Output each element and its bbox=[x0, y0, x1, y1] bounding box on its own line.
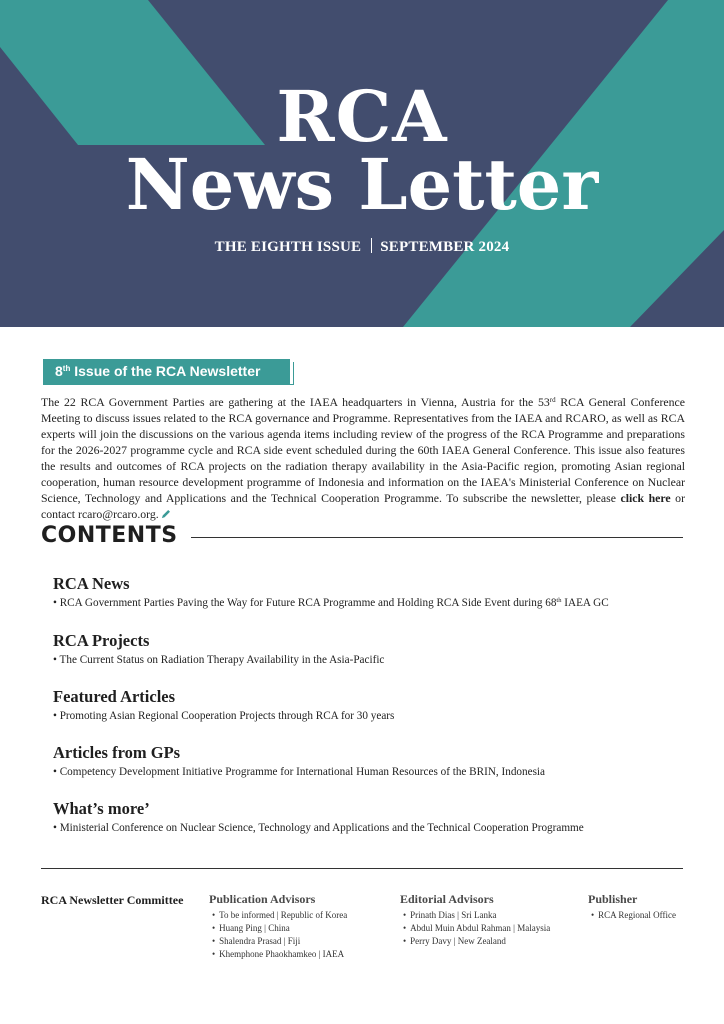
contents-section-featured-articles bbox=[53, 687, 693, 723]
article-link-rca-news[interactable] bbox=[53, 596, 693, 610]
contents-section-rca-news bbox=[53, 574, 693, 610]
intro-tag-number: 8 bbox=[55, 363, 63, 379]
issue-date: SEPTEMBER 2024 bbox=[380, 239, 510, 255]
article-link-featured[interactable]: • Promoting Asian Regional Cooperation Projects through RCA for 30 years bbox=[53, 710, 395, 722]
publication-advisors-list bbox=[209, 909, 347, 961]
title-line-rca: RCA bbox=[276, 75, 448, 158]
intro-tag-label: Issue of the RCA Newsletter bbox=[70, 363, 261, 379]
section-title: RCA News bbox=[53, 574, 130, 593]
publication-advisors bbox=[209, 892, 347, 961]
section-title: What’s more’ bbox=[53, 799, 150, 818]
publisher-heading: Publisher bbox=[588, 892, 638, 906]
intro-text-sup: rd bbox=[549, 396, 556, 404]
contents-heading: CONTENTS bbox=[41, 523, 178, 548]
section-title: Articles from GPs bbox=[53, 743, 181, 762]
intro-tag-underline bbox=[43, 384, 294, 385]
intro-text-part3: or contact rcaro@rcaro.org. bbox=[41, 491, 686, 521]
publisher-list bbox=[588, 909, 676, 922]
title-line-newsletter: News Letter bbox=[125, 143, 599, 226]
list-item: • Prinath Dias | Sri Lanka bbox=[400, 909, 550, 922]
contents-section-articles-from-gps bbox=[53, 743, 693, 779]
cover-banner bbox=[0, 0, 724, 327]
intro-text-part2: RCA General Conference Meeting to discuss issues related to the RCA governance and Programme. Representatives from the IAEA and RCARO, as well as RCA experts will join the discussions on the various agenda items including review of the progress of the RCA Programme and preparations for the 2026-2027 programme cycle and RCA side event scheduled during the 60th IAEA General Conference. This issue also features the results and outcomes of RCA projects on the radiation therapy availability in the Asia-Pacific region, promoting Asian regional cooperation, human resource development programme of Indonesia and information on the IAEA's Ministerial Conference on Nuclear Science, Technology and Applications and the Technical Cooperation Programme. To subscribe the newsletter, please bbox=[41, 395, 685, 505]
contents-section-rca-projects bbox=[53, 631, 693, 667]
editorial-advisors-heading: Editorial Advisors bbox=[400, 892, 494, 906]
pen-icon bbox=[161, 510, 170, 519]
article-text-end: IAEA GC bbox=[561, 597, 609, 609]
contents-heading-rule bbox=[191, 537, 683, 538]
intro-paragraph bbox=[41, 394, 685, 522]
list-item: • To be informed | Republic of Korea bbox=[209, 909, 347, 922]
editorial-advisors bbox=[400, 892, 550, 948]
publication-advisors-heading: Publication Advisors bbox=[209, 892, 316, 906]
list-item: • Perry Davy | New Zealand bbox=[400, 935, 550, 948]
subscribe-link[interactable]: click here bbox=[620, 491, 671, 505]
article-link-rca-projects[interactable]: • The Current Status on Radiation Therapy Availability in the Asia-Pacific bbox=[53, 654, 385, 666]
article-link-gps[interactable]: • Competency Development Initiative Programme for International Human Resources of the BRIN, Indonesia bbox=[53, 766, 545, 778]
article-text: • RCA Government Parties Paving the Way for Future RCA Programme and Holding RCA Side Event during 68 bbox=[53, 597, 557, 609]
intro-tag-edge bbox=[293, 362, 294, 385]
article-text-sup: th bbox=[556, 597, 562, 604]
newsletter-title bbox=[0, 75, 724, 226]
issue-separator bbox=[371, 238, 372, 253]
publisher bbox=[588, 892, 676, 922]
committee-title: RCA Newsletter Committee bbox=[41, 893, 184, 907]
list-item: • RCA Regional Office bbox=[588, 909, 676, 922]
intro-section-tag bbox=[43, 359, 290, 384]
contents-section-whats-more bbox=[53, 799, 693, 835]
list-item: • Huang Ping | China bbox=[209, 922, 347, 935]
editorial-advisors-list bbox=[400, 909, 550, 948]
list-item: • Shalendra Prasad | Fiji bbox=[209, 935, 347, 948]
section-title: Featured Articles bbox=[53, 687, 176, 706]
section-title: RCA Projects bbox=[53, 631, 150, 650]
footer-divider bbox=[41, 868, 683, 869]
intro-text-part1: The 22 RCA Government Parties are gathering at the IAEA headquarters in Vienna, Austria for the 53 bbox=[41, 395, 550, 409]
list-item: • Khemphone Phaokhamkeo | IAEA bbox=[209, 948, 347, 961]
issue-number: THE EIGHTH ISSUE bbox=[214, 239, 362, 255]
issue-info bbox=[0, 238, 724, 256]
intro-tag-suffix: th bbox=[62, 364, 71, 373]
list-item: • Abdul Muin Abdul Rahman | Malaysia bbox=[400, 922, 550, 935]
article-link-whats-more[interactable]: • Ministerial Conference on Nuclear Science, Technology and Applications and the Technical Cooperation Programme bbox=[53, 822, 584, 834]
